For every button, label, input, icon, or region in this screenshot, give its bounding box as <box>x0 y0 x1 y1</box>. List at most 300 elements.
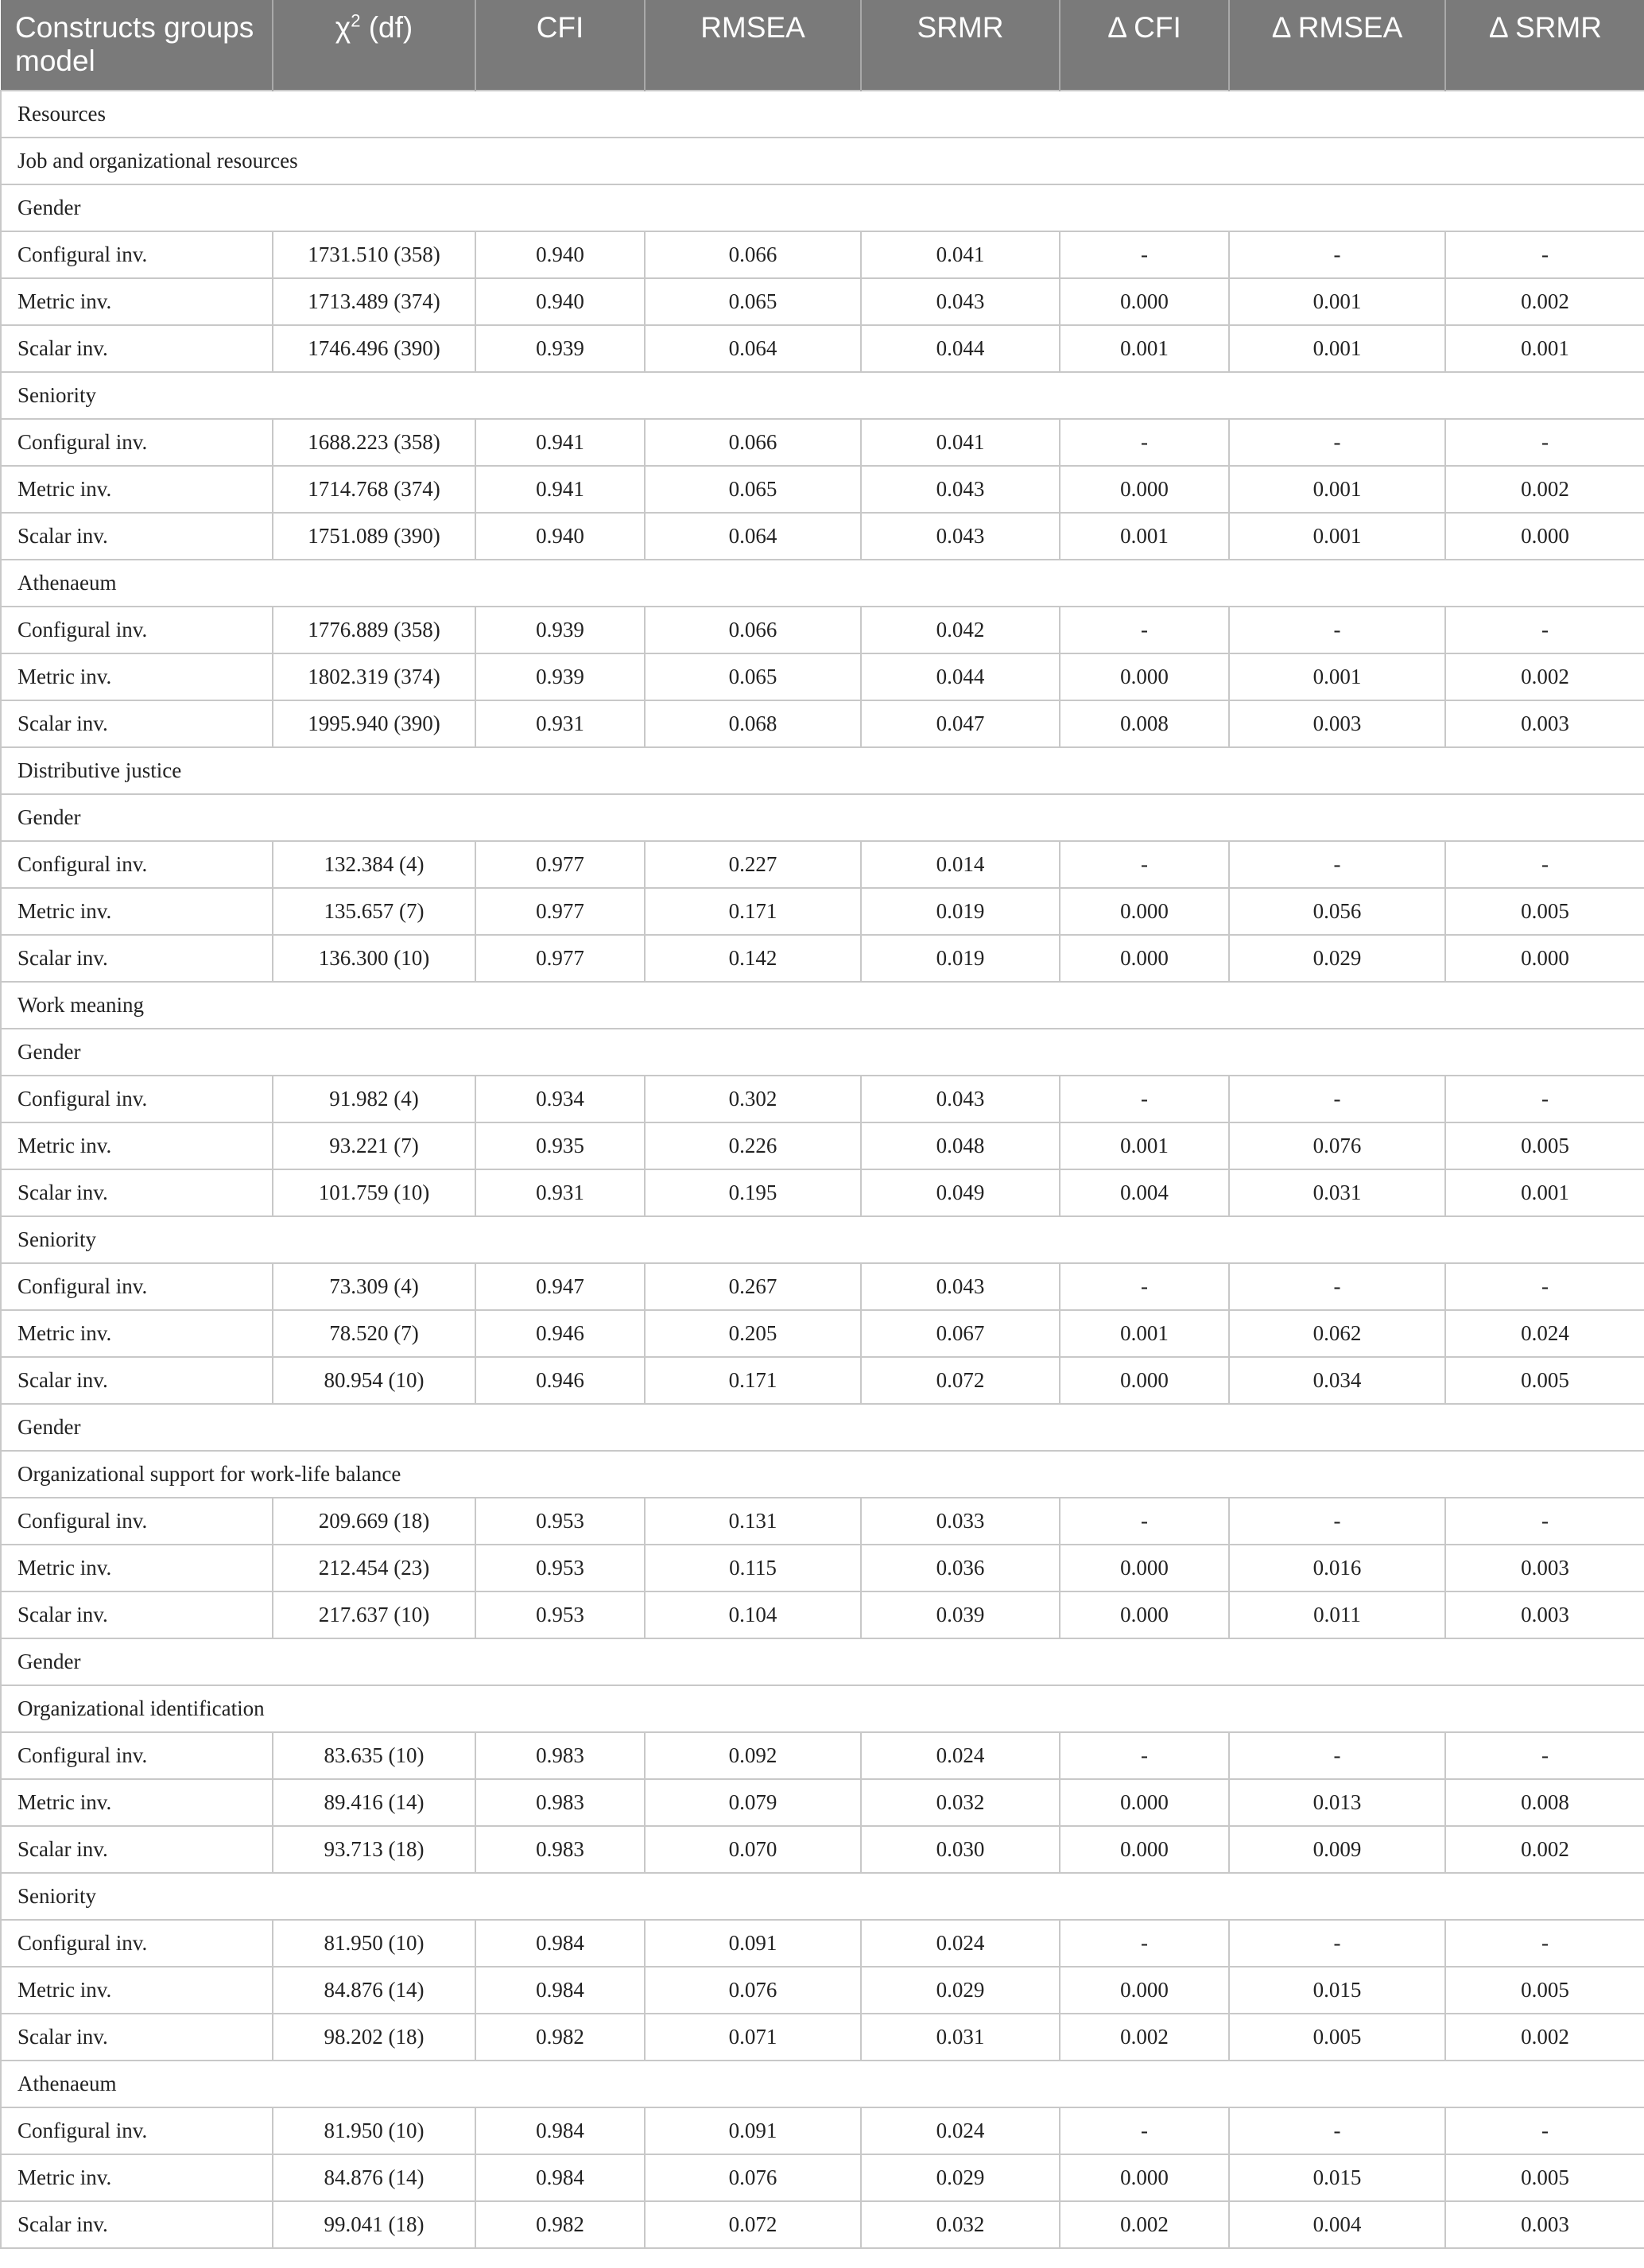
delta-rmsea-cell: - <box>1229 841 1445 888</box>
column-header-delta-cfi: Δ CFI <box>1060 0 1229 91</box>
delta-cfi-cell: 0.000 <box>1060 278 1229 325</box>
section-row <box>1 184 1644 231</box>
model-label: Configural inv. <box>1 1076 273 1122</box>
delta-rmsea-cell: 0.003 <box>1229 700 1445 747</box>
table-body <box>1 91 1644 2248</box>
model-label: Configural inv. <box>1 1732 273 1779</box>
srmr-cell: 0.029 <box>861 2154 1060 2201</box>
rmsea-cell: 0.131 <box>645 1498 861 1545</box>
section-label: Gender <box>1 184 1644 231</box>
delta-srmr-cell: 0.005 <box>1445 1357 1644 1404</box>
model-label: Scalar inv. <box>1 513 273 560</box>
delta-rmsea-cell: 0.016 <box>1229 1545 1445 1591</box>
delta-srmr-cell: - <box>1445 1076 1644 1122</box>
cfi-cell: 0.934 <box>475 1076 645 1122</box>
srmr-cell: 0.019 <box>861 888 1060 935</box>
srmr-cell: 0.039 <box>861 1591 1060 1638</box>
delta-cfi-cell: 0.000 <box>1060 888 1229 935</box>
chi-df-label: (df) <box>360 11 413 44</box>
delta-rmsea-cell: 0.001 <box>1229 513 1445 560</box>
delta-cfi-cell: 0.000 <box>1060 1779 1229 1826</box>
section-label: Seniority <box>1 1873 1644 1920</box>
section-label: Gender <box>1 1404 1644 1451</box>
section-row <box>1 138 1644 184</box>
table-row <box>1 2201 1644 2248</box>
rmsea-cell: 0.205 <box>645 1310 861 1357</box>
chi-square-cell: 84.876 (14) <box>273 1967 475 2014</box>
chi-symbol: χ <box>335 11 351 44</box>
delta-rmsea-cell: - <box>1229 1498 1445 1545</box>
delta-srmr-cell: 0.002 <box>1445 466 1644 513</box>
delta-rmsea-cell: - <box>1229 1076 1445 1122</box>
cfi-cell: 0.939 <box>475 653 645 700</box>
section-row <box>1 1216 1644 1263</box>
cfi-cell: 0.940 <box>475 513 645 560</box>
model-label: Configural inv. <box>1 419 273 466</box>
delta-rmsea-cell: - <box>1229 1920 1445 1967</box>
rmsea-cell: 0.065 <box>645 466 861 513</box>
chi-square-cell: 101.759 (10) <box>273 1169 475 1216</box>
table-row <box>1 1545 1644 1591</box>
delta-srmr-cell: 0.003 <box>1445 1545 1644 1591</box>
delta-cfi-cell: 0.002 <box>1060 2201 1229 2248</box>
srmr-cell: 0.043 <box>861 278 1060 325</box>
delta-cfi-cell: 0.000 <box>1060 1357 1229 1404</box>
column-header-cfi: CFI <box>475 0 645 91</box>
rmsea-cell: 0.066 <box>645 419 861 466</box>
chi-square-cell: 81.950 (10) <box>273 2107 475 2154</box>
rmsea-cell: 0.267 <box>645 1263 861 1310</box>
cfi-cell: 0.984 <box>475 2154 645 2201</box>
rmsea-cell: 0.195 <box>645 1169 861 1216</box>
chi-square-cell: 212.454 (23) <box>273 1545 475 1591</box>
cfi-cell: 0.984 <box>475 1920 645 1967</box>
chi-superscript: 2 <box>351 10 361 31</box>
delta-rmsea-cell: 0.001 <box>1229 653 1445 700</box>
column-header-srmr: SRMR <box>861 0 1060 91</box>
chi-square-cell: 1713.489 (374) <box>273 278 475 325</box>
model-label: Configural inv. <box>1 841 273 888</box>
section-row <box>1 91 1644 138</box>
srmr-cell: 0.044 <box>861 653 1060 700</box>
chi-square-cell: 135.657 (7) <box>273 888 475 935</box>
table-row <box>1 231 1644 278</box>
column-header-constructs: Constructs groups model <box>1 0 273 91</box>
table-row <box>1 1732 1644 1779</box>
delta-cfi-cell: 0.000 <box>1060 1826 1229 1873</box>
cfi-cell: 0.940 <box>475 278 645 325</box>
table-row <box>1 2154 1644 2201</box>
table-row <box>1 1122 1644 1169</box>
srmr-cell: 0.014 <box>861 841 1060 888</box>
chi-square-cell: 93.713 (18) <box>273 1826 475 1873</box>
cfi-cell: 0.940 <box>475 231 645 278</box>
table-row <box>1 888 1644 935</box>
rmsea-cell: 0.064 <box>645 325 861 372</box>
delta-srmr-cell: 0.003 <box>1445 2201 1644 2248</box>
rmsea-cell: 0.115 <box>645 1545 861 1591</box>
table-row <box>1 513 1644 560</box>
table-row <box>1 1826 1644 1873</box>
chi-square-cell: 1688.223 (358) <box>273 419 475 466</box>
section-label: Gender <box>1 794 1644 841</box>
rmsea-cell: 0.064 <box>645 513 861 560</box>
srmr-cell: 0.030 <box>861 1826 1060 1873</box>
delta-rmsea-cell: - <box>1229 231 1445 278</box>
srmr-cell: 0.041 <box>861 419 1060 466</box>
chi-square-cell: 1776.889 (358) <box>273 607 475 653</box>
table-row <box>1 1310 1644 1357</box>
chi-square-cell: 73.309 (4) <box>273 1263 475 1310</box>
srmr-cell: 0.032 <box>861 2201 1060 2248</box>
delta-srmr-cell: 0.000 <box>1445 513 1644 560</box>
cfi-cell: 0.983 <box>475 1826 645 1873</box>
rmsea-cell: 0.079 <box>645 1779 861 1826</box>
delta-srmr-cell: 0.002 <box>1445 653 1644 700</box>
cfi-cell: 0.941 <box>475 466 645 513</box>
model-label: Metric inv. <box>1 278 273 325</box>
section-label: Athenaeum <box>1 2061 1644 2107</box>
srmr-cell: 0.024 <box>861 1920 1060 1967</box>
delta-cfi-cell: - <box>1060 841 1229 888</box>
section-row <box>1 794 1644 841</box>
delta-srmr-cell: 0.003 <box>1445 700 1644 747</box>
delta-rmsea-cell: 0.009 <box>1229 1826 1445 1873</box>
delta-srmr-cell: 0.002 <box>1445 1826 1644 1873</box>
delta-rmsea-cell: 0.004 <box>1229 2201 1445 2248</box>
section-label: Seniority <box>1 372 1644 419</box>
chi-square-cell: 84.876 (14) <box>273 2154 475 2201</box>
delta-rmsea-cell: 0.001 <box>1229 278 1445 325</box>
delta-srmr-cell: - <box>1445 1732 1644 1779</box>
chi-square-cell: 1731.510 (358) <box>273 231 475 278</box>
table-row <box>1 2014 1644 2061</box>
table-header <box>1 0 1644 91</box>
delta-srmr-cell: 0.008 <box>1445 1779 1644 1826</box>
srmr-cell: 0.043 <box>861 513 1060 560</box>
cfi-cell: 0.946 <box>475 1310 645 1357</box>
model-label: Configural inv. <box>1 1263 273 1310</box>
srmr-cell: 0.024 <box>861 1732 1060 1779</box>
chi-square-cell: 132.384 (4) <box>273 841 475 888</box>
srmr-cell: 0.043 <box>861 1263 1060 1310</box>
cfi-cell: 0.939 <box>475 607 645 653</box>
delta-rmsea-cell: 0.015 <box>1229 1967 1445 2014</box>
section-row <box>1 2061 1644 2107</box>
table-row <box>1 1779 1644 1826</box>
delta-cfi-cell: 0.002 <box>1060 2014 1229 2061</box>
chi-square-cell: 93.221 (7) <box>273 1122 475 1169</box>
delta-cfi-cell: - <box>1060 1498 1229 1545</box>
delta-cfi-cell: - <box>1060 419 1229 466</box>
delta-srmr-cell: 0.005 <box>1445 2154 1644 2201</box>
section-label: Gender <box>1 1029 1644 1076</box>
cfi-cell: 0.982 <box>475 2201 645 2248</box>
section-row <box>1 1404 1644 1451</box>
rmsea-cell: 0.104 <box>645 1591 861 1638</box>
delta-srmr-cell: - <box>1445 1920 1644 1967</box>
table-row <box>1 466 1644 513</box>
table-row <box>1 325 1644 372</box>
rmsea-cell: 0.091 <box>645 2107 861 2154</box>
section-row <box>1 1873 1644 1920</box>
model-label: Scalar inv. <box>1 935 273 982</box>
srmr-cell: 0.044 <box>861 325 1060 372</box>
srmr-cell: 0.049 <box>861 1169 1060 1216</box>
delta-srmr-cell: 0.002 <box>1445 2014 1644 2061</box>
section-row <box>1 1638 1644 1685</box>
model-label: Metric inv. <box>1 466 273 513</box>
model-label: Configural inv. <box>1 1920 273 1967</box>
rmsea-cell: 0.066 <box>645 231 861 278</box>
delta-srmr-cell: - <box>1445 841 1644 888</box>
model-label: Metric inv. <box>1 1967 273 2014</box>
cfi-cell: 0.939 <box>475 325 645 372</box>
rmsea-cell: 0.171 <box>645 1357 861 1404</box>
cfi-cell: 0.977 <box>475 888 645 935</box>
delta-srmr-cell: - <box>1445 607 1644 653</box>
chi-square-cell: 78.520 (7) <box>273 1310 475 1357</box>
delta-srmr-cell: 0.003 <box>1445 1591 1644 1638</box>
delta-cfi-cell: 0.000 <box>1060 2154 1229 2201</box>
delta-cfi-cell: 0.000 <box>1060 1967 1229 2014</box>
model-label: Metric inv. <box>1 1122 273 1169</box>
delta-cfi-cell: - <box>1060 1732 1229 1779</box>
delta-srmr-cell: - <box>1445 2107 1644 2154</box>
srmr-cell: 0.032 <box>861 1779 1060 1826</box>
delta-rmsea-cell: 0.062 <box>1229 1310 1445 1357</box>
srmr-cell: 0.029 <box>861 1967 1060 2014</box>
srmr-cell: 0.043 <box>861 1076 1060 1122</box>
srmr-cell: 0.024 <box>861 2107 1060 2154</box>
srmr-cell: 0.043 <box>861 466 1060 513</box>
delta-rmsea-cell: 0.001 <box>1229 325 1445 372</box>
delta-rmsea-cell: 0.034 <box>1229 1357 1445 1404</box>
section-label: Distributive justice <box>1 747 1644 794</box>
column-header-rmsea: RMSEA <box>645 0 861 91</box>
rmsea-cell: 0.065 <box>645 278 861 325</box>
delta-cfi-cell: 0.000 <box>1060 1545 1229 1591</box>
delta-cfi-cell: 0.000 <box>1060 935 1229 982</box>
cfi-cell: 0.946 <box>475 1357 645 1404</box>
cfi-cell: 0.984 <box>475 1967 645 2014</box>
srmr-cell: 0.031 <box>861 2014 1060 2061</box>
model-label: Scalar inv. <box>1 700 273 747</box>
section-row <box>1 560 1644 607</box>
delta-rmsea-cell: - <box>1229 419 1445 466</box>
rmsea-cell: 0.092 <box>645 1732 861 1779</box>
model-label: Scalar inv. <box>1 2014 273 2061</box>
delta-rmsea-cell: 0.013 <box>1229 1779 1445 1826</box>
delta-srmr-cell: - <box>1445 1263 1644 1310</box>
model-label: Metric inv. <box>1 1310 273 1357</box>
model-label: Metric inv. <box>1 1779 273 1826</box>
delta-rmsea-cell: - <box>1229 1732 1445 1779</box>
delta-srmr-cell: 0.005 <box>1445 888 1644 935</box>
delta-rmsea-cell: 0.076 <box>1229 1122 1445 1169</box>
srmr-cell: 0.042 <box>861 607 1060 653</box>
srmr-cell: 0.067 <box>861 1310 1060 1357</box>
rmsea-cell: 0.076 <box>645 2154 861 2201</box>
rmsea-cell: 0.171 <box>645 888 861 935</box>
delta-cfi-cell: - <box>1060 607 1229 653</box>
rmsea-cell: 0.091 <box>645 1920 861 1967</box>
header-row <box>1 0 1644 91</box>
chi-square-cell: 89.416 (14) <box>273 1779 475 1826</box>
chi-square-cell: 99.041 (18) <box>273 2201 475 2248</box>
table-row <box>1 278 1644 325</box>
delta-cfi-cell: 0.004 <box>1060 1169 1229 1216</box>
table-row <box>1 1357 1644 1404</box>
model-label: Scalar inv. <box>1 1826 273 1873</box>
delta-srmr-cell: 0.005 <box>1445 1122 1644 1169</box>
table-row <box>1 2107 1644 2154</box>
delta-rmsea-cell: 0.001 <box>1229 466 1445 513</box>
delta-cfi-cell: - <box>1060 2107 1229 2154</box>
section-row <box>1 372 1644 419</box>
chi-square-cell: 1802.319 (374) <box>273 653 475 700</box>
chi-square-cell: 91.982 (4) <box>273 1076 475 1122</box>
table-row <box>1 1076 1644 1122</box>
delta-cfi-cell: - <box>1060 1263 1229 1310</box>
section-label: Gender <box>1 1638 1644 1685</box>
delta-rmsea-cell: - <box>1229 2107 1445 2154</box>
chi-square-cell: 217.637 (10) <box>273 1591 475 1638</box>
rmsea-cell: 0.226 <box>645 1122 861 1169</box>
delta-srmr-cell: - <box>1445 1498 1644 1545</box>
delta-cfi-cell: 0.001 <box>1060 1310 1229 1357</box>
section-row <box>1 982 1644 1029</box>
model-label: Scalar inv. <box>1 2201 273 2248</box>
srmr-cell: 0.072 <box>861 1357 1060 1404</box>
cfi-cell: 0.947 <box>475 1263 645 1310</box>
table-row <box>1 700 1644 747</box>
table-row <box>1 1498 1644 1545</box>
chi-square-cell: 81.950 (10) <box>273 1920 475 1967</box>
delta-cfi-cell: - <box>1060 1076 1229 1122</box>
delta-rmsea-cell: 0.015 <box>1229 2154 1445 2201</box>
table-row <box>1 607 1644 653</box>
table-row <box>1 1920 1644 1967</box>
section-label: Organizational support for work-life balance <box>1 1451 1644 1498</box>
model-label: Scalar inv. <box>1 325 273 372</box>
model-label: Configural inv. <box>1 1498 273 1545</box>
section-row <box>1 747 1644 794</box>
delta-srmr-cell: 0.001 <box>1445 325 1644 372</box>
srmr-cell: 0.047 <box>861 700 1060 747</box>
delta-rmsea-cell: 0.056 <box>1229 888 1445 935</box>
delta-cfi-cell: 0.001 <box>1060 1122 1229 1169</box>
chi-square-cell: 1746.496 (390) <box>273 325 475 372</box>
delta-srmr-cell: 0.001 <box>1445 1169 1644 1216</box>
delta-srmr-cell: - <box>1445 419 1644 466</box>
delta-cfi-cell: 0.000 <box>1060 466 1229 513</box>
cfi-cell: 0.935 <box>475 1122 645 1169</box>
model-label: Metric inv. <box>1 653 273 700</box>
table-row <box>1 1169 1644 1216</box>
rmsea-cell: 0.070 <box>645 1826 861 1873</box>
delta-rmsea-cell: - <box>1229 607 1445 653</box>
delta-cfi-cell: 0.000 <box>1060 653 1229 700</box>
chi-square-cell: 80.954 (10) <box>273 1357 475 1404</box>
rmsea-cell: 0.072 <box>645 2201 861 2248</box>
delta-rmsea-cell: 0.031 <box>1229 1169 1445 1216</box>
section-row <box>1 1029 1644 1076</box>
cfi-cell: 0.953 <box>475 1498 645 1545</box>
delta-cfi-cell: - <box>1060 231 1229 278</box>
chi-square-cell: 98.202 (18) <box>273 2014 475 2061</box>
cfi-cell: 0.982 <box>475 2014 645 2061</box>
table-row <box>1 1591 1644 1638</box>
delta-srmr-cell: 0.000 <box>1445 935 1644 982</box>
chi-square-cell: 136.300 (10) <box>273 935 475 982</box>
cfi-cell: 0.984 <box>475 2107 645 2154</box>
chi-square-cell: 209.669 (18) <box>273 1498 475 1545</box>
delta-rmsea-cell: 0.005 <box>1229 2014 1445 2061</box>
delta-srmr-cell: 0.002 <box>1445 278 1644 325</box>
model-label: Scalar inv. <box>1 1169 273 1216</box>
delta-rmsea-cell: - <box>1229 1263 1445 1310</box>
model-label: Metric inv. <box>1 888 273 935</box>
delta-rmsea-cell: 0.011 <box>1229 1591 1445 1638</box>
delta-cfi-cell: 0.008 <box>1060 700 1229 747</box>
cfi-cell: 0.977 <box>475 935 645 982</box>
cfi-cell: 0.977 <box>475 841 645 888</box>
cfi-cell: 0.931 <box>475 700 645 747</box>
section-row <box>1 1451 1644 1498</box>
delta-srmr-cell: 0.005 <box>1445 1967 1644 2014</box>
cfi-cell: 0.983 <box>475 1732 645 1779</box>
model-label: Metric inv. <box>1 1545 273 1591</box>
chi-square-cell: 83.635 (10) <box>273 1732 475 1779</box>
srmr-cell: 0.041 <box>861 231 1060 278</box>
section-label: Resources <box>1 91 1644 138</box>
delta-cfi-cell: 0.001 <box>1060 325 1229 372</box>
cfi-cell: 0.953 <box>475 1591 645 1638</box>
table-row <box>1 419 1644 466</box>
cfi-cell: 0.983 <box>475 1779 645 1826</box>
chi-square-cell: 1995.940 (390) <box>273 700 475 747</box>
rmsea-cell: 0.227 <box>645 841 861 888</box>
srmr-cell: 0.036 <box>861 1545 1060 1591</box>
rmsea-cell: 0.068 <box>645 700 861 747</box>
column-header-delta-srmr: Δ SRMR <box>1445 0 1644 91</box>
rmsea-cell: 0.065 <box>645 653 861 700</box>
section-row <box>1 1685 1644 1732</box>
table-row <box>1 1263 1644 1310</box>
section-label: Job and organizational resources <box>1 138 1644 184</box>
delta-cfi-cell: - <box>1060 1920 1229 1967</box>
rmsea-cell: 0.076 <box>645 1967 861 2014</box>
chi-square-cell: 1714.768 (374) <box>273 466 475 513</box>
delta-srmr-cell: 0.024 <box>1445 1310 1644 1357</box>
cfi-cell: 0.931 <box>475 1169 645 1216</box>
cfi-cell: 0.953 <box>475 1545 645 1591</box>
chi-square-cell: 1751.089 (390) <box>273 513 475 560</box>
section-label: Athenaeum <box>1 560 1644 607</box>
srmr-cell: 0.033 <box>861 1498 1060 1545</box>
section-label: Seniority <box>1 1216 1644 1263</box>
section-label: Organizational identification <box>1 1685 1644 1732</box>
delta-cfi-cell: 0.000 <box>1060 1591 1229 1638</box>
table-row <box>1 935 1644 982</box>
rmsea-cell: 0.302 <box>645 1076 861 1122</box>
column-header-delta-rmsea: Δ RMSEA <box>1229 0 1445 91</box>
model-label: Scalar inv. <box>1 1591 273 1638</box>
table-row <box>1 653 1644 700</box>
model-label: Configural inv. <box>1 231 273 278</box>
column-header-chi-square <box>273 0 475 91</box>
